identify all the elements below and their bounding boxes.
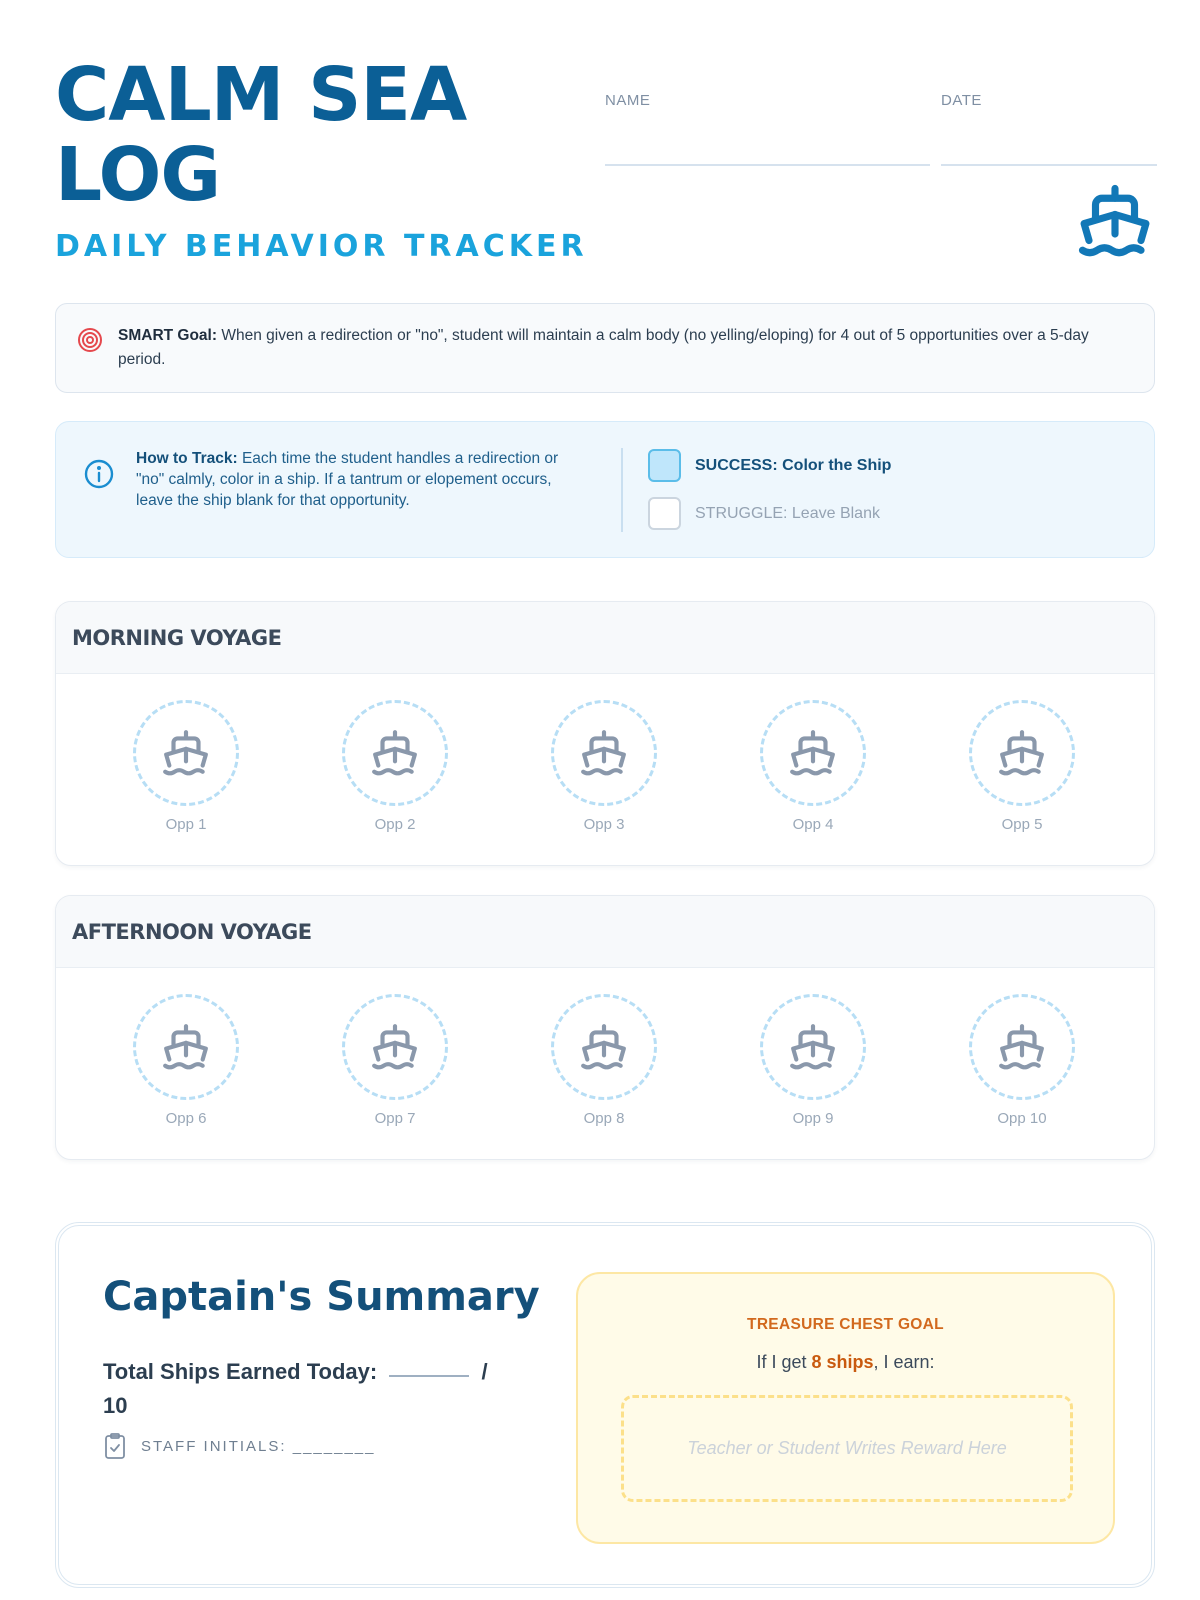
opportunity-label: Opp 2 [374, 816, 416, 833]
title-block [55, 52, 595, 264]
smart-goal-text [118, 324, 1130, 372]
date-label: DATE [941, 92, 982, 109]
ship-circle[interactable] [551, 994, 657, 1100]
struggle-swatch [648, 497, 681, 530]
opportunity-cell[interactable] [341, 700, 449, 833]
ship-icon [370, 1022, 420, 1072]
ship-circle[interactable] [760, 994, 866, 1100]
opportunity-cell[interactable] [550, 994, 658, 1127]
staff-initials-row[interactable] [103, 1432, 375, 1460]
total-ships-max: 10 [103, 1393, 128, 1418]
reward-write-area[interactable]: Teacher or Student Writes Reward Here [621, 1395, 1073, 1502]
opportunity-cell[interactable] [550, 700, 658, 833]
ship-circle[interactable] [969, 700, 1075, 806]
opportunity-label: Opp 9 [792, 1110, 834, 1127]
opportunity-label: Opp 3 [583, 816, 625, 833]
success-label: SUCCESS: Color the Ship [695, 456, 892, 474]
opportunity-label: Opp 10 [997, 1110, 1047, 1127]
opportunity-cell[interactable] [132, 994, 240, 1127]
ship-icon [579, 728, 629, 778]
ship-icon [370, 728, 420, 778]
info-icon [83, 458, 115, 490]
target-icon [76, 326, 104, 354]
morning-voyage-title: MORNING VOYAGE [72, 626, 282, 650]
page-title: CALM SEA LOG [55, 52, 467, 218]
summary-title: Captain's Summary [103, 1274, 540, 1320]
ship-icon [1076, 182, 1154, 260]
morning-voyage-header [56, 602, 1154, 674]
smart-goal-box [55, 303, 1155, 393]
opportunity-cell[interactable] [759, 700, 867, 833]
ship-icon [788, 1022, 838, 1072]
how-to-track-text [136, 448, 586, 511]
opportunity-cell[interactable] [759, 994, 867, 1127]
treasure-ship-count: 8 ships [811, 1352, 874, 1372]
treasure-condition [578, 1352, 1113, 1373]
how-to-track-body: Each time the student handles a redirection or "no" calmly, color in a ship. If a tantrum or elopement occurs, leave the ship blank for that opportunity. [136, 450, 559, 509]
date-write-line[interactable] [941, 164, 1157, 166]
smart-goal-label: SMART Goal: [118, 327, 218, 344]
opportunity-label: Opp 7 [374, 1110, 416, 1127]
divider [621, 448, 623, 532]
opportunity-label: Opp 5 [1001, 816, 1043, 833]
opportunity-cell[interactable] [968, 700, 1076, 833]
opportunity-label: Opp 8 [583, 1110, 625, 1127]
opportunity-cell[interactable] [132, 700, 240, 833]
ship-icon [997, 728, 1047, 778]
ship-circle[interactable] [133, 994, 239, 1100]
afternoon-voyage-title: AFTERNOON VOYAGE [72, 920, 312, 944]
name-label: NAME [605, 92, 651, 109]
name-field[interactable] [605, 92, 650, 109]
ship-circle[interactable] [760, 700, 866, 806]
ship-icon [161, 1022, 211, 1072]
total-ships-line [103, 1355, 503, 1423]
smart-goal-body: When given a redirection or "no", student will maintain a calm body (no yelling/eloping) for 4 out of 5 opportunities over a 5-day period. [118, 327, 1089, 368]
ship-circle[interactable] [342, 994, 448, 1100]
ship-icon [997, 1022, 1047, 1072]
date-field[interactable] [941, 92, 982, 109]
page-subtitle: DAILY BEHAVIOR TRACKER [55, 229, 588, 264]
legend-struggle [648, 497, 880, 530]
opportunity-label: Opp 4 [792, 816, 834, 833]
opportunity-cell[interactable] [968, 994, 1076, 1127]
treasure-chest-goal-box [576, 1272, 1115, 1544]
afternoon-voyage-header [56, 896, 1154, 968]
clipboard-check-icon [103, 1432, 127, 1460]
treasure-prefix: If I get [756, 1352, 807, 1372]
legend-success [648, 449, 891, 482]
opportunity-label: Opp 6 [165, 1110, 207, 1127]
total-ships-divider: / [481, 1359, 488, 1384]
total-ships-blank[interactable] [389, 1375, 469, 1377]
ship-icon [579, 1022, 629, 1072]
staff-initials-label: STAFF INITIALS: ________ [141, 1437, 376, 1455]
ship-circle[interactable] [342, 700, 448, 806]
success-swatch [648, 449, 681, 482]
how-to-track-label: How to Track: [136, 450, 238, 467]
total-ships-label: Total Ships Earned Today: [103, 1359, 378, 1384]
ship-circle[interactable] [969, 994, 1075, 1100]
afternoon-voyage-panel [55, 895, 1155, 1160]
how-to-track-box [55, 421, 1155, 558]
opportunity-label: Opp 1 [165, 816, 207, 833]
treasure-title: TREASURE CHEST GOAL [747, 1316, 944, 1333]
ship-circle[interactable] [133, 700, 239, 806]
treasure-suffix: , I earn: [873, 1352, 935, 1372]
ship-icon [788, 728, 838, 778]
ship-icon [161, 728, 211, 778]
struggle-label: STRUGGLE: Leave Blank [695, 504, 880, 522]
name-write-line[interactable] [605, 164, 930, 166]
ship-circle[interactable] [551, 700, 657, 806]
morning-voyage-panel [55, 601, 1155, 866]
opportunity-cell[interactable] [341, 994, 449, 1127]
captains-summary-panel [55, 1222, 1155, 1588]
